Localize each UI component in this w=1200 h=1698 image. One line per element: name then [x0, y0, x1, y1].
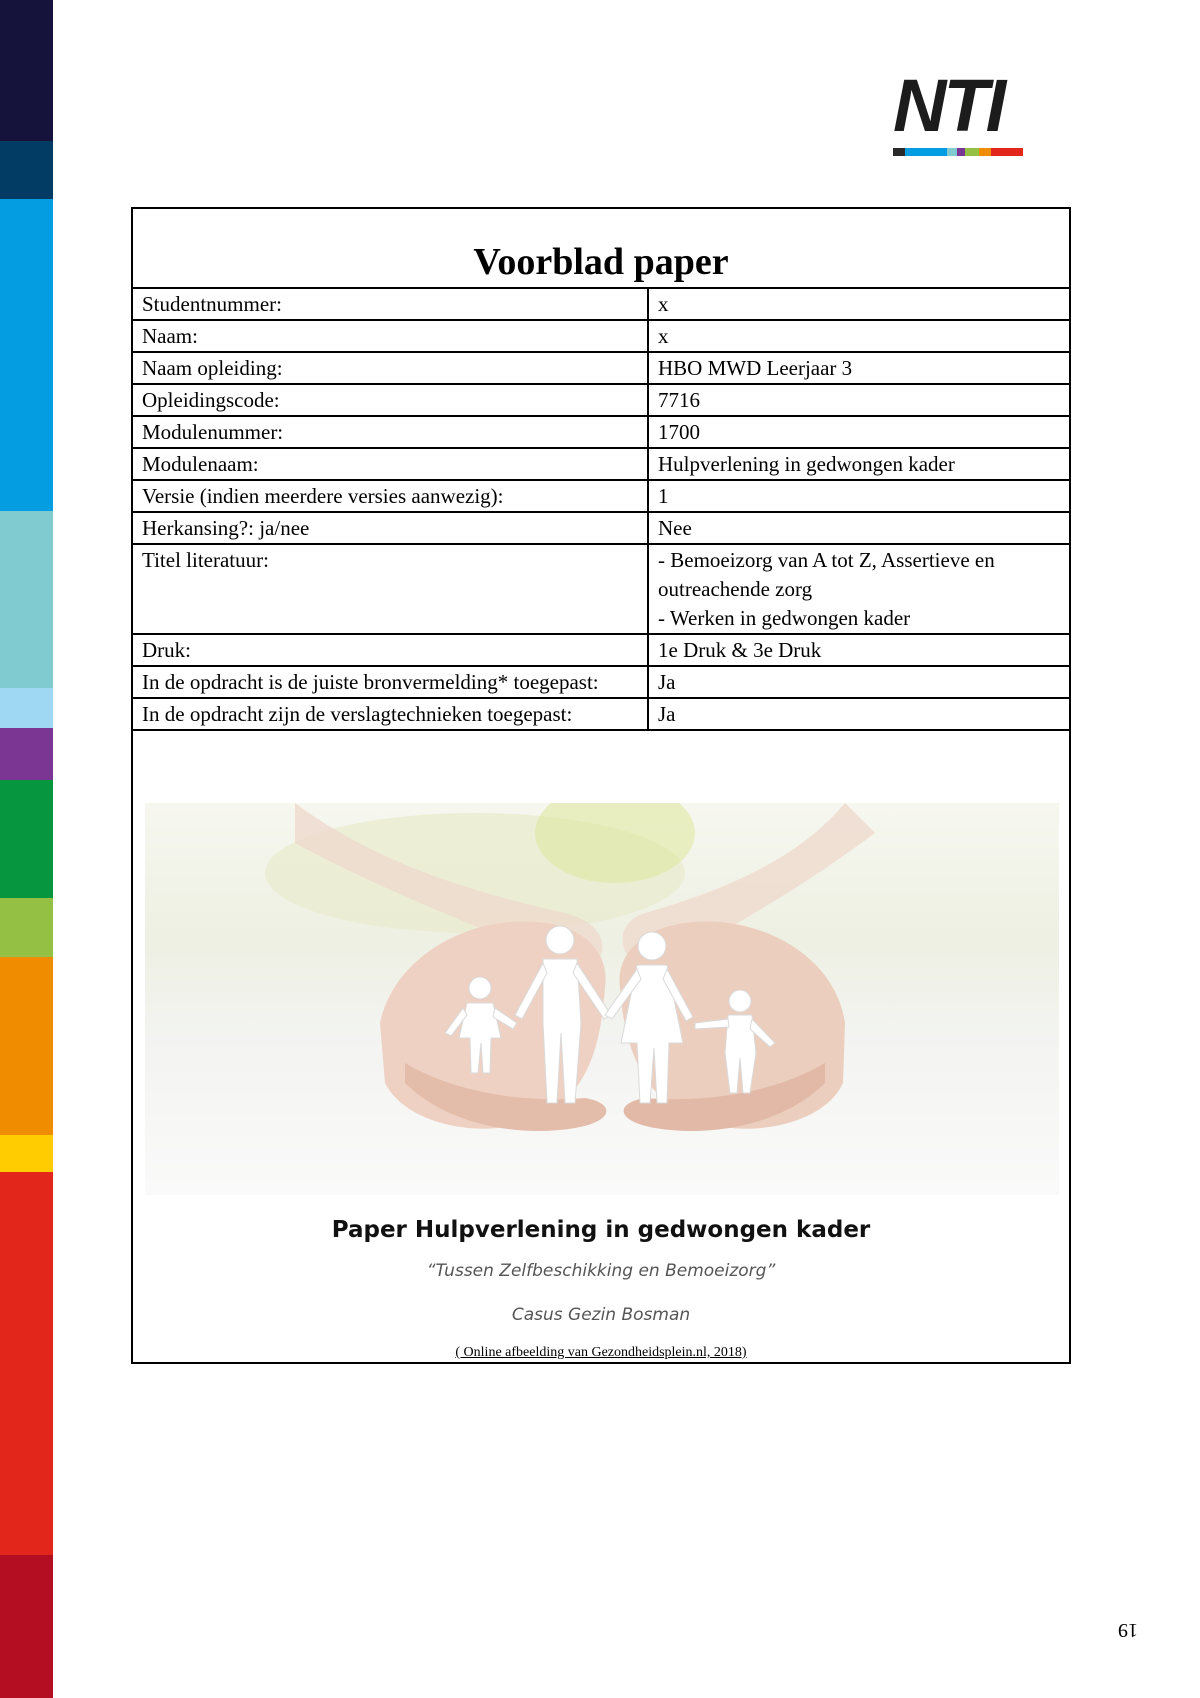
color-strip-segment: [0, 898, 53, 957]
logo-bar-segment: [905, 148, 947, 156]
logo-color-bar: [893, 148, 1023, 156]
color-strip-segment: [0, 1172, 53, 1555]
color-strip-segment: [0, 511, 53, 688]
table-row: [133, 448, 1069, 480]
row-label: Modulenummer:: [133, 416, 648, 448]
row-label: Druk:: [133, 634, 648, 666]
row-label: Naam:: [133, 320, 648, 352]
row-label: Modulenaam:: [133, 448, 648, 480]
student-info-table: [133, 287, 1069, 731]
row-label: Titel literatuur:: [133, 544, 648, 634]
row-label: In de opdracht zijn de verslagtechnieken toegepast:: [133, 698, 648, 730]
row-label: In de opdracht is de juiste bronvermelding* toegepast:: [133, 666, 648, 698]
logo-bar-segment: [893, 148, 905, 156]
row-value: 1e Druk & 3e Druk: [648, 634, 1069, 666]
table-row: [133, 480, 1069, 512]
logo-bar-segment: [991, 148, 1023, 156]
table-row: [133, 698, 1069, 730]
table-row: [133, 512, 1069, 544]
row-label: Studentnummer:: [133, 288, 648, 320]
logo-bar-segment: [947, 148, 957, 156]
table-row: [133, 352, 1069, 384]
color-strip-segment: [0, 1135, 53, 1172]
row-value: x: [648, 320, 1069, 352]
color-strip-segment: [0, 199, 53, 511]
image-caption: ( Online afbeelding van Gezondheidsplein.nl, 2018): [455, 1345, 747, 1360]
table-row: [133, 416, 1069, 448]
row-value: x: [648, 288, 1069, 320]
family-hands-photo: [145, 803, 1059, 1195]
row-label: Versie (indien meerdere versies aanwezig):: [133, 480, 648, 512]
color-strip-segment: [0, 780, 53, 898]
color-strip-segment: [0, 141, 53, 199]
logo-bar-segment: [965, 148, 979, 156]
case-name: Casus Gezin Bosman: [511, 1305, 691, 1325]
color-strip-segment: [0, 688, 53, 728]
paper-subtitle: “Tussen Zelfbeschikking en Bemoeizorg”: [426, 1261, 776, 1281]
row-value: - Bemoeizorg van A tot Z, Assertieve en outreachende zorg - Werken in gedwongen kader: [648, 544, 1069, 634]
row-value: Ja: [648, 666, 1069, 698]
row-label: Opleidingscode:: [133, 384, 648, 416]
table-row: [133, 288, 1069, 320]
color-strip-segment: [0, 728, 53, 780]
table-row: [133, 634, 1069, 666]
color-strip-segment: [0, 0, 53, 141]
row-value: 1700: [648, 416, 1069, 448]
row-label: Naam opleiding:: [133, 352, 648, 384]
logo-bar-segment: [957, 148, 965, 156]
cover-sheet: [131, 207, 1071, 1364]
table-row: [133, 544, 1069, 634]
table-row: [133, 666, 1069, 698]
row-label: Herkansing?: ja/nee: [133, 512, 648, 544]
row-value: 7716: [648, 384, 1069, 416]
family-paper-cutout-illustration: [145, 803, 1059, 1195]
table-row: [133, 320, 1069, 352]
row-value: 1: [648, 480, 1069, 512]
nti-logo: [893, 64, 1028, 158]
color-strip-segment: [0, 1555, 53, 1698]
row-value: Ja: [648, 698, 1069, 730]
page-title: Voorblad paper: [473, 241, 729, 283]
brand-color-strip: [0, 0, 53, 1698]
paper-title: Paper Hulpverlening in gedwongen kader: [331, 1217, 871, 1243]
row-value: HBO MWD Leerjaar 3: [648, 352, 1069, 384]
table-row: [133, 384, 1069, 416]
color-strip-segment: [0, 957, 53, 1135]
logo-bar-segment: [979, 148, 991, 156]
row-value: Nee: [648, 512, 1069, 544]
page-number: 19: [1118, 1619, 1138, 1641]
logo-text: NTI: [893, 64, 1004, 147]
row-value: Hulpverlening in gedwongen kader: [648, 448, 1069, 480]
